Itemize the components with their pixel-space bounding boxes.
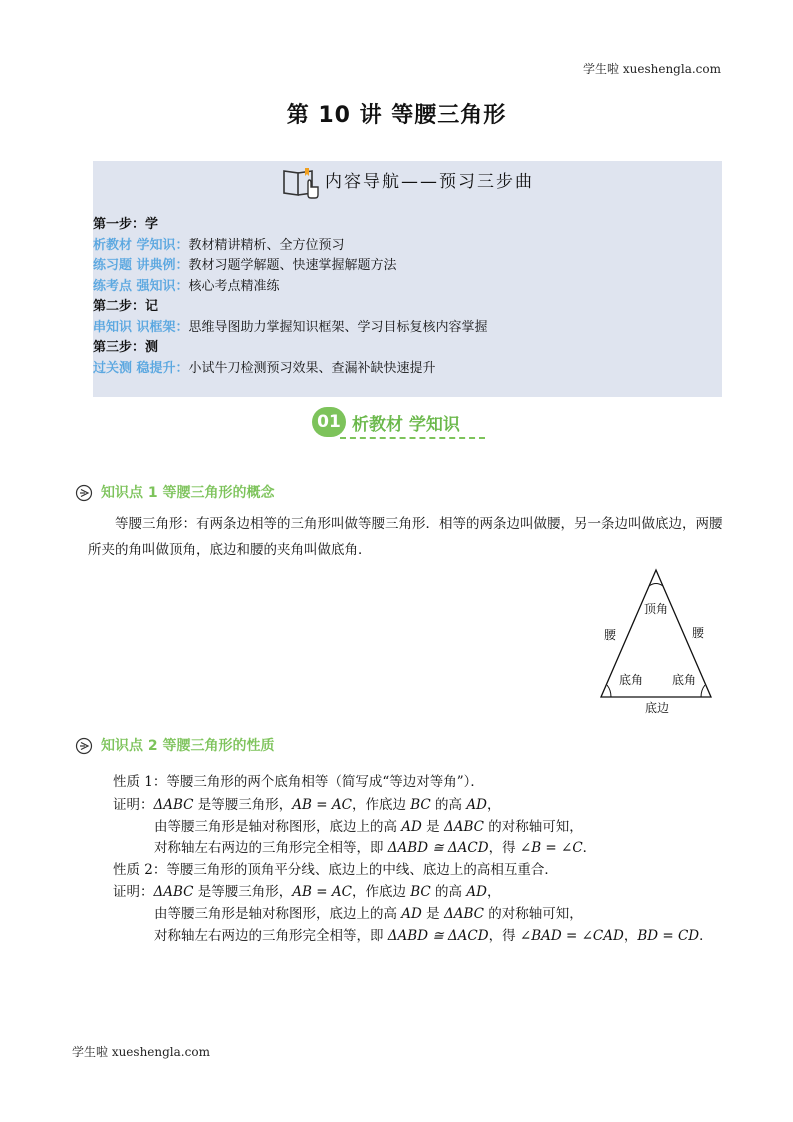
nav-row xyxy=(93,277,488,298)
text-run: 对称轴左右两边的三角形完全相等，即 xyxy=(154,928,388,944)
nav-row xyxy=(93,236,488,257)
section-underline xyxy=(340,437,485,439)
nav-heading-text: 内容导航——预习三步曲 xyxy=(325,172,534,192)
text-run: ，作底边 xyxy=(351,797,411,813)
math-expr: BD = CD xyxy=(637,928,700,944)
text-run: ，得 xyxy=(488,928,520,944)
section-label: 析教材 学知识 xyxy=(352,414,460,435)
property-2: 性质 2：等腰三角形的顶角平分线、底边上的中线、底边上的高相互重合． xyxy=(113,862,558,878)
text-run: 对称轴左右两边的三角形完全相等，即 xyxy=(154,840,388,856)
text-run: 由等腰三角形是轴对称图形，底边上的高 xyxy=(154,819,402,835)
book-pointer-icon xyxy=(281,165,321,199)
proof-1-line-3 xyxy=(154,836,596,856)
math-expr: ∠B = ∠C xyxy=(519,840,583,856)
proof-2-line-1 xyxy=(113,880,500,900)
math-expr: AD xyxy=(401,819,422,835)
nav-row-keyword: 串知识 识框架： xyxy=(93,319,189,335)
math-expr: ΔABC xyxy=(153,884,194,900)
knowledge-point-2-heading xyxy=(75,735,275,755)
math-expr: ΔABD ≅ ΔACD xyxy=(387,928,489,944)
base-left-angle-arc xyxy=(607,685,611,697)
text-run: 的对称轴可知， xyxy=(483,819,583,835)
property-1: 性质 1：等腰三角形的两个底角相等（简写成“等边对等角”）． xyxy=(113,774,484,790)
nav-row xyxy=(93,359,488,380)
base-label: 底边 xyxy=(645,701,670,715)
text-run: ． xyxy=(699,928,713,944)
knowledge-point-1-title: 知识点 1 等腰三角形的概念 xyxy=(101,485,275,501)
text-run: ， xyxy=(623,928,638,944)
text-run: ，得 xyxy=(488,840,520,856)
math-expr: ΔABD ≅ ΔACD xyxy=(387,840,489,856)
math-expr: BC xyxy=(410,797,431,813)
isosceles-triangle-figure xyxy=(596,566,720,716)
base-right-angle-arc xyxy=(701,685,705,697)
math-expr: AD xyxy=(466,884,487,900)
base-right-label: 底角 xyxy=(672,673,697,687)
text-run: 是 xyxy=(421,906,444,922)
proof-2-line-3 xyxy=(154,924,713,944)
knowledge-point-2-title: 知识点 2 等腰三角形的性质 xyxy=(101,738,275,754)
nav-row-keyword: 练习题 讲典例： xyxy=(93,258,189,273)
nav-step-3: 第三步：测 xyxy=(93,340,159,355)
nav-row-desc: 教材精讲精析、全方位预习 xyxy=(188,237,345,253)
text-run: 的对称轴可知， xyxy=(483,906,583,922)
nav-heading xyxy=(93,165,722,199)
play-circle-icon xyxy=(75,737,93,755)
proof-1-line-1 xyxy=(113,793,500,813)
math-expr: AD xyxy=(466,797,487,813)
math-expr: ∠BAD = ∠CAD xyxy=(519,928,624,944)
nav-step-2: 第二步：记 xyxy=(93,299,159,314)
nav-row-desc: 核心考点精准练 xyxy=(188,278,280,294)
text-run: 的高 xyxy=(430,884,467,900)
math-expr: BC xyxy=(410,884,431,900)
text-run: 的高 xyxy=(430,797,467,813)
nav-row-desc: 思维导图助力掌握知识框架、学习目标复核内容掌握 xyxy=(188,319,488,335)
text-run: 是等腰三角形， xyxy=(193,797,293,813)
text-run: 是 xyxy=(421,819,444,835)
apex-label: 顶角 xyxy=(644,602,669,616)
kp1-definition: 等腰三角形：有两条边相等的三角形叫做等腰三角形．相等的两条边叫做腰，另一条边叫做底边，两腰所夹的角叫做顶角，底边和腰的夹角叫做底角． xyxy=(88,516,723,558)
play-circle-icon xyxy=(75,484,93,502)
nav-row-keyword: 练考点 强知识： xyxy=(93,278,189,294)
proof-label: 证明： xyxy=(113,797,154,813)
math-expr: ΔABC xyxy=(153,797,194,813)
nav-row-keyword: 过关测 稳提升： xyxy=(93,360,189,376)
section-number: 01 xyxy=(312,407,346,437)
section-badge xyxy=(312,407,460,439)
math-expr: ΔABC xyxy=(443,819,484,835)
page-title: 第 10 讲 等腰三角形 xyxy=(286,103,507,128)
math-expr: AB = AC xyxy=(292,797,352,813)
nav-row xyxy=(93,256,488,277)
text-run: ． xyxy=(582,840,597,856)
text-run: 是等腰三角形， xyxy=(193,884,293,900)
nav-row xyxy=(93,318,488,339)
left-leg-label: 腰 xyxy=(604,628,617,642)
base-left-label: 底角 xyxy=(619,673,644,687)
right-leg-label: 腰 xyxy=(692,626,705,640)
knowledge-point-1-heading xyxy=(75,482,275,502)
proof-1-line-2 xyxy=(154,815,583,835)
math-expr: AB = AC xyxy=(292,884,352,900)
nav-row-desc: 小试牛刀检测预习效果、查漏补缺快速提升 xyxy=(188,360,436,376)
math-expr: ΔABC xyxy=(443,906,484,922)
text-run: ， xyxy=(486,884,501,900)
proof-2-line-2 xyxy=(154,902,583,922)
nav-step-1: 第一步：学 xyxy=(93,217,159,232)
apex-angle-arc xyxy=(649,584,663,587)
proof-label: 证明： xyxy=(113,884,154,900)
nav-row-desc: 教材习题学解题、快速掌握解题方法 xyxy=(188,258,397,273)
nav-steps xyxy=(93,215,488,379)
text-run: 由等腰三角形是轴对称图形，底边上的高 xyxy=(154,906,402,922)
site-watermark-bottom: 学生啦 xueshengla.com xyxy=(72,1045,210,1059)
text-run: ，作底边 xyxy=(351,884,411,900)
nav-row-keyword: 析教材 学知识： xyxy=(93,237,189,253)
math-expr: AD xyxy=(401,906,422,922)
text-run: ， xyxy=(486,797,501,813)
site-watermark-top: 学生啦 xueshengla.com xyxy=(583,62,721,76)
content-navigation-box xyxy=(93,161,722,397)
